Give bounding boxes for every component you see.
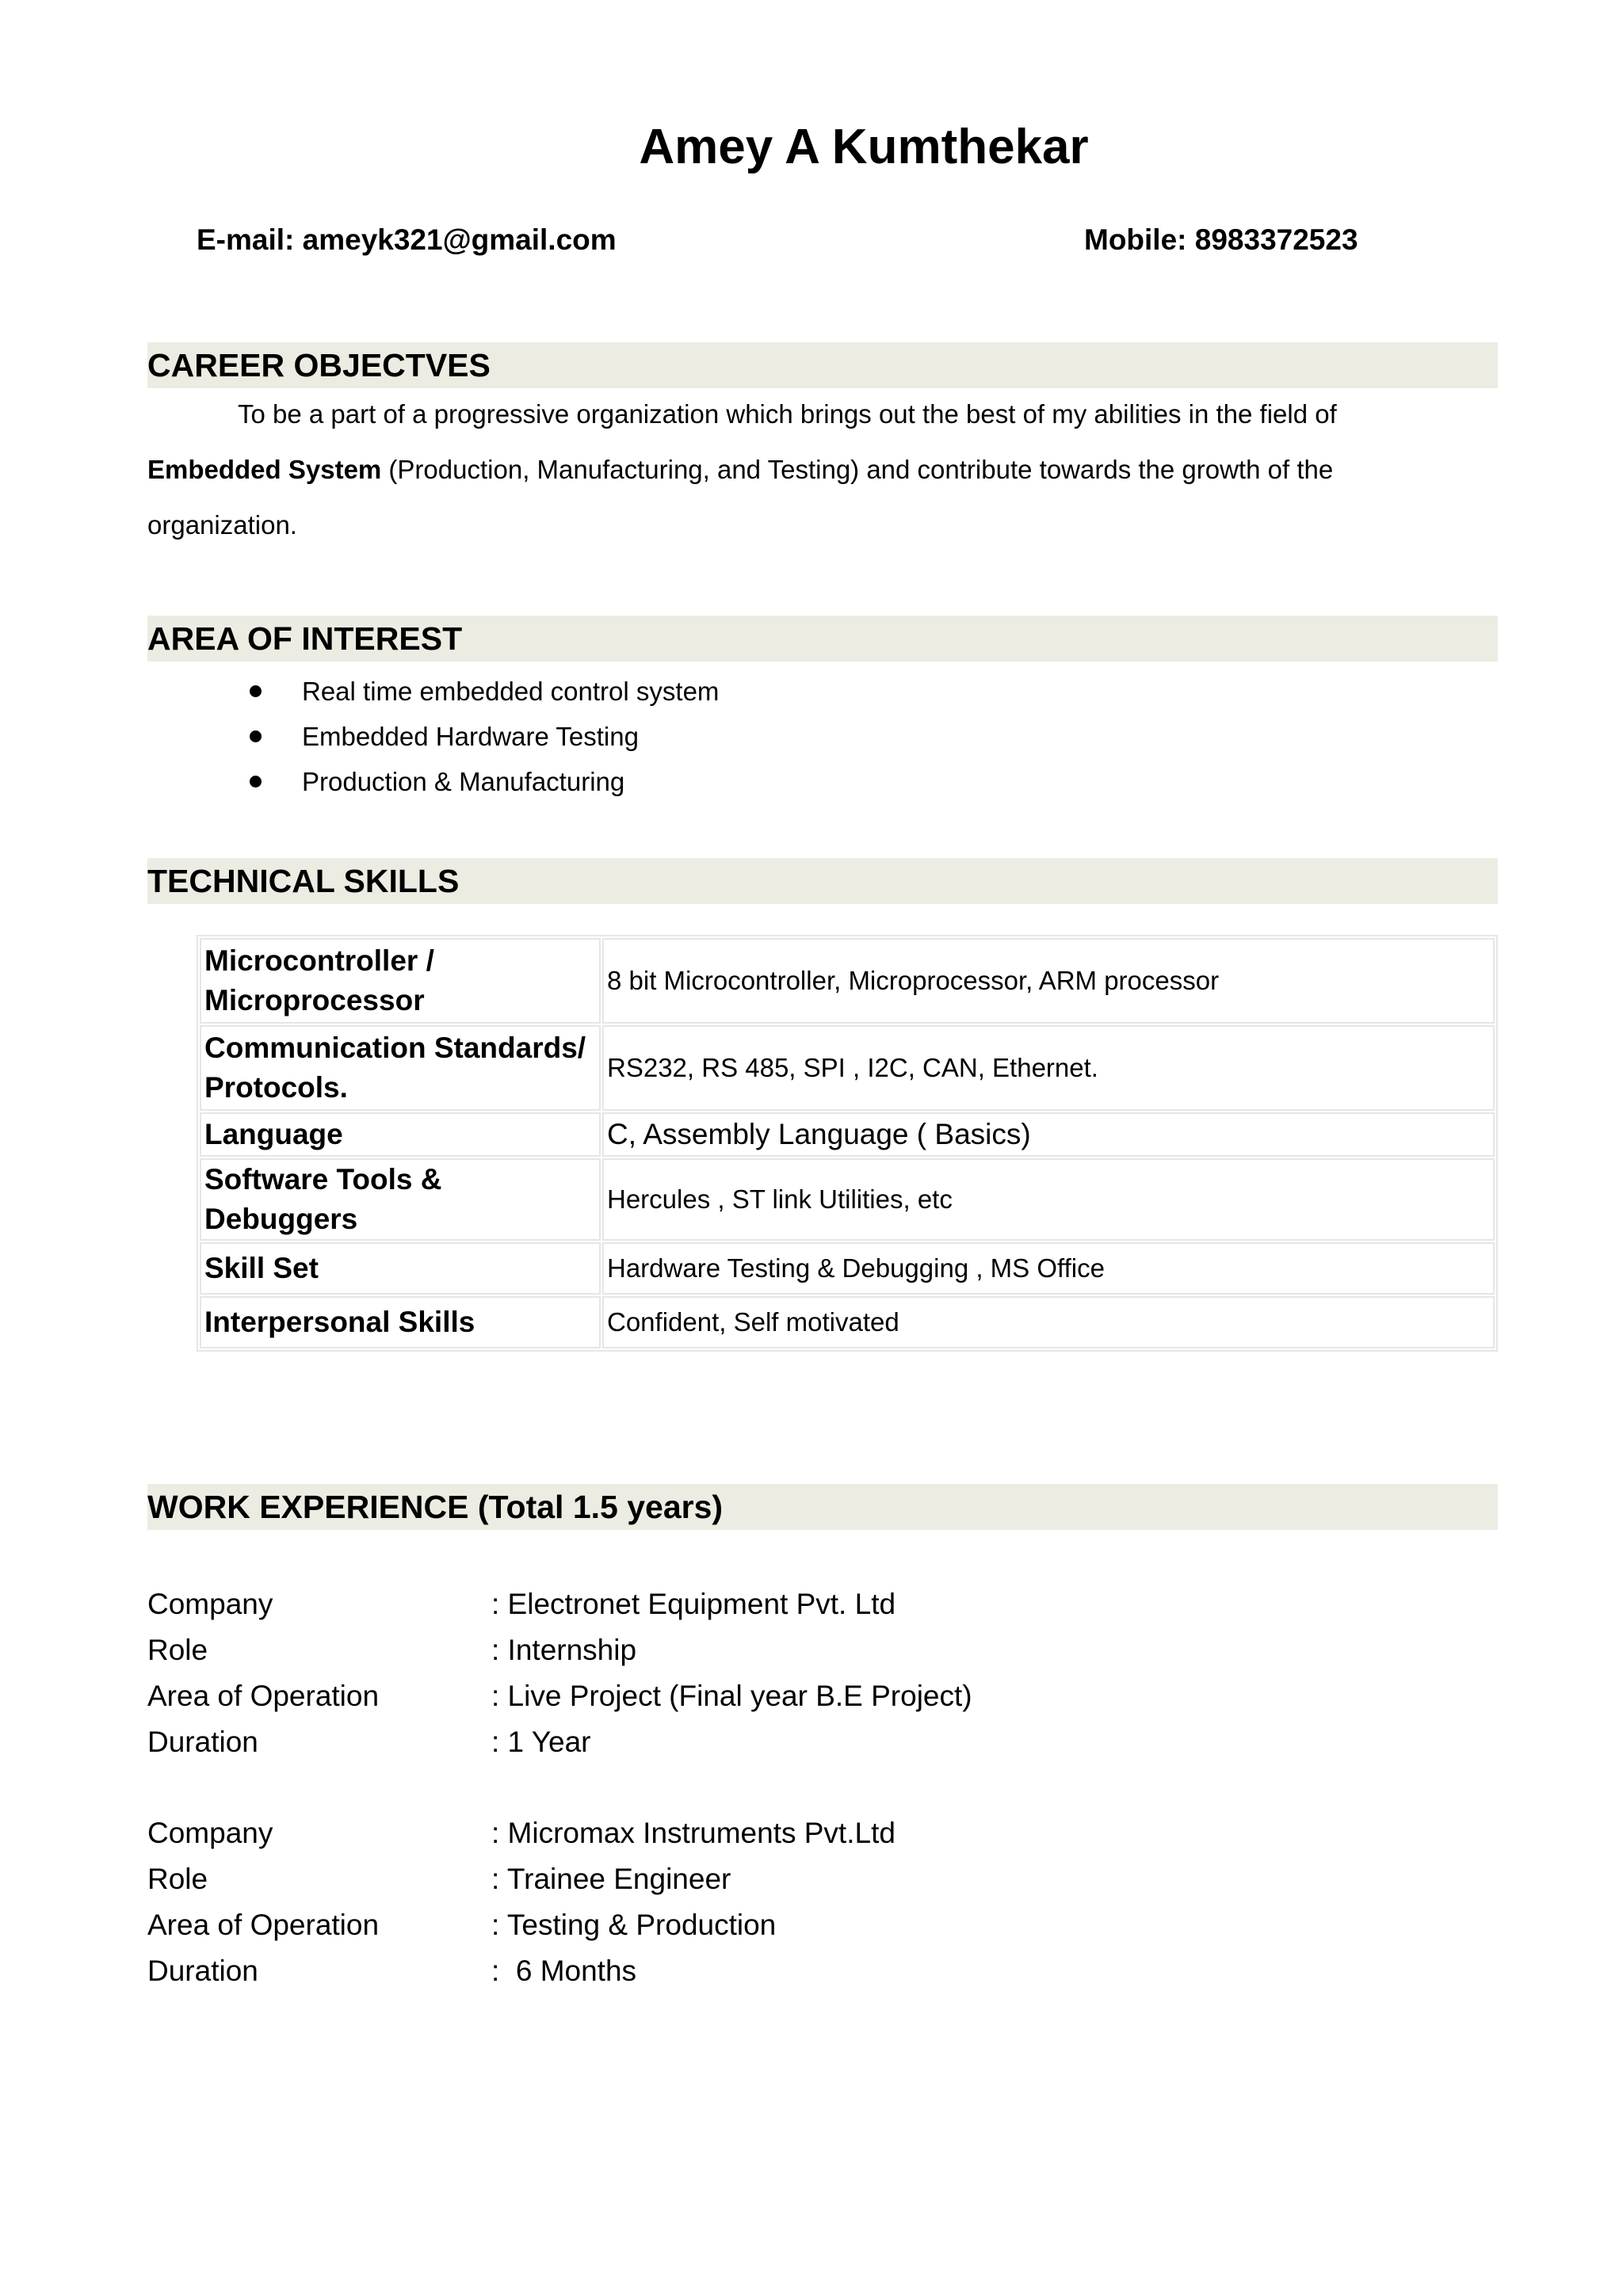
table-row [200,938,1495,1024]
table-row [200,1158,1495,1241]
job-duration: : 1 Year [491,1726,591,1758]
job-role: : Trainee Engineer [491,1863,731,1895]
mobile-contact: Mobile: 8983372523 [1084,223,1358,256]
interest-item-text: Real time embedded control system [302,677,720,706]
career-line-1-text: To be a part of a progressive organization which brings out the best of my abilities in the field of [238,399,1337,429]
job-duration: : 6 Months [491,1955,637,1987]
skill-value: Confident, Self motivated [602,1296,1495,1348]
career-line-2-text: (Production, Manufacturing, and Testing) and contribute towards the growth of the [381,455,1334,484]
job-field-label: Company [147,1817,273,1849]
skill-key: Language [200,1112,601,1157]
skill-value: C, Assembly Language ( Basics) [602,1112,1495,1157]
career-line-1 [147,387,1495,442]
career-objective-text [147,387,1495,553]
job-area: : Live Project (Final year B.E Project) [491,1680,972,1712]
experience-section-title: WORK EXPERIENCE (Total 1.5 years) [147,1489,724,1525]
bullet-icon [250,730,262,742]
career-line-2 [147,442,1495,498]
job-area: : Testing & Production [491,1909,777,1941]
job-role: : Internship [491,1634,637,1666]
career-line-3: organization. [147,510,297,540]
job-company: : Electronet Equipment Pvt. Ltd [491,1588,896,1620]
career-section-title: CAREER OBJECTVES [147,347,491,383]
table-row [200,1025,1495,1111]
skill-key: Skill Set [200,1242,601,1295]
skills-section-title: TECHNICAL SKILLS [147,863,460,899]
job-field-label: Area of Operation [147,1680,380,1712]
embedded-system-term: Embedded System [147,455,382,484]
skill-value: Hardware Testing & Debugging , MS Office [602,1242,1495,1295]
job-field-label: Area of Operation [147,1909,380,1941]
skill-value: Hercules , ST link Utilities, etc [602,1158,1495,1241]
skill-value: 8 bit Microcontroller, Microprocessor, ARM processor [602,938,1495,1024]
job-field-label: Role [147,1634,208,1666]
interest-item-text: Production & Manufacturing [302,767,625,796]
interest-section-title: AREA OF INTEREST [147,620,463,657]
skill-key: Microcontroller / Microprocessor [200,938,601,1024]
job-field-label: Company [147,1588,273,1620]
job-field-label: Duration [147,1955,258,1987]
skill-key: Software Tools & Debuggers [200,1158,601,1241]
table-row [200,1242,1495,1295]
candidate-name: Amey A Kumthekar [639,120,1089,174]
email-contact: E-mail: ameyk321@gmail.com [197,223,617,256]
table-row [200,1296,1495,1348]
job-field-label: Duration [147,1726,258,1758]
list-item [147,714,719,759]
list-item [147,759,719,804]
job-field-label: Role [147,1863,208,1895]
interest-item-text: Embedded Hardware Testing [302,722,639,751]
skills-table [197,935,1498,1352]
bullet-icon [250,685,262,697]
list-item [147,669,719,714]
skill-key: Communication Standards/ Protocols. [200,1025,601,1111]
table-row [200,1112,1495,1157]
job-company: : Micromax Instruments Pvt.Ltd [491,1817,896,1849]
interest-list [147,669,719,804]
bullet-icon [250,776,262,788]
skill-value: RS232, RS 485, SPI , I2C, CAN, Ethernet. [602,1025,1495,1111]
skill-key: Interpersonal Skills [200,1296,601,1348]
